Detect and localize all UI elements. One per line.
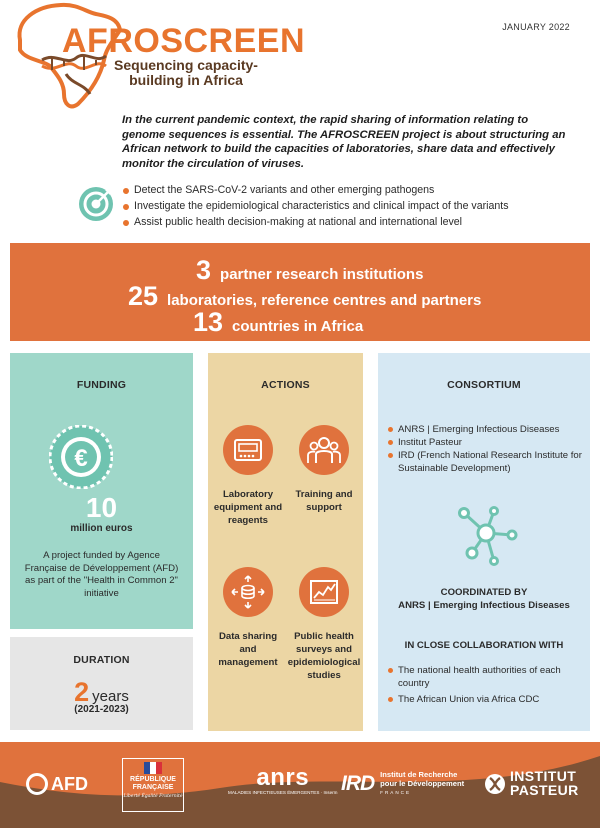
- action-label: Public health surveys and epidemiological studies: [287, 631, 361, 681]
- actions-panel: [208, 353, 363, 731]
- action-training: [286, 425, 362, 514]
- consortium-member: IRD (French National Research Institute for Sustainable Development): [388, 449, 584, 475]
- republique-title: RÉPUBLIQUE FRANÇAISE: [130, 776, 176, 791]
- duration-title: DURATION: [73, 654, 130, 666]
- stat-number: 3: [196, 255, 212, 285]
- action-label: Laboratory equipment and reagents: [213, 489, 283, 526]
- stat-number: 25: [128, 281, 159, 311]
- action-surveys: [286, 567, 362, 682]
- key-figures-band: [10, 243, 590, 341]
- funding-panel: [10, 353, 193, 629]
- duration-unit: years: [92, 688, 129, 705]
- publication-date: JANUARY 2022: [502, 22, 570, 32]
- collaborator-item: The African Union via Africa CDC: [388, 693, 584, 706]
- coordinated-by-title: COORDINATED BY: [440, 587, 528, 598]
- consortium-member: ANRS | Emerging Infectious Diseases: [388, 423, 584, 436]
- objective-item: Detect the SARS-CoV-2 variants and other emerging pathogens: [122, 182, 582, 198]
- french-flag-icon: [144, 762, 162, 774]
- duration-number: 2: [74, 677, 90, 707]
- stat-number: 13: [193, 307, 224, 337]
- consortium-members: [388, 423, 584, 475]
- consortium-panel: [378, 353, 590, 731]
- stat-countries: [193, 307, 363, 338]
- ird-country: FRANCE: [380, 790, 412, 795]
- pasteur-emblem-icon: [484, 773, 506, 795]
- ird-mark: IRD: [341, 771, 375, 795]
- republique-motto: Liberté Égalité Fraternité: [123, 794, 183, 799]
- people-group-icon: [299, 425, 349, 475]
- stat-label: partner research institutions: [220, 266, 424, 283]
- target-icon: [78, 186, 114, 222]
- collaborator-item: The national health authorities of each country: [388, 664, 584, 690]
- objective-item: Assist public health decision-making at national and international level: [122, 214, 582, 230]
- trend-chart-icon: [299, 567, 349, 617]
- header: [0, 0, 600, 112]
- intro-paragraph: In the current pandemic context, the rapid sharing of information relating to genome sequences is essential. The AFROSCREEN project is about structuring an African network to build the capacities of laboratories, share data and effectively monitor the circulation of viruses.: [122, 114, 566, 170]
- duration-panel: [10, 637, 193, 730]
- objectives-list: [122, 182, 582, 230]
- consortium-member: Institut Pasteur: [388, 436, 584, 449]
- collaboration-title: IN CLOSE COLLABORATION WITH: [404, 640, 564, 651]
- action-data-sharing: [210, 567, 286, 669]
- ird-name: Institut de Recherche pour le Développement: [380, 770, 465, 788]
- anrs-logo: [228, 766, 338, 796]
- partner-logos-footer: [0, 742, 600, 828]
- afd-logo: [26, 773, 88, 795]
- anrs-name: anrs: [256, 764, 310, 791]
- action-label: Training and support: [295, 489, 353, 513]
- brand-tagline: Sequencing capacity-building in Africa: [114, 57, 258, 88]
- republique-francaise-logo: [122, 758, 184, 812]
- action-lab-equipment: [210, 425, 286, 527]
- brand-title: AFROSCREEN: [62, 22, 306, 60]
- euro-coin-icon: [49, 425, 113, 489]
- funding-title: FUNDING: [76, 379, 127, 391]
- institut-pasteur-logo: [484, 770, 584, 797]
- ird-text: [380, 770, 464, 797]
- lab-equipment-icon: [223, 425, 273, 475]
- objective-item: Investigate the epidemiological characteristics and clinical impact of the variants: [122, 198, 582, 214]
- svg-text:€: €: [74, 445, 88, 472]
- afd-ring-icon: [26, 773, 48, 795]
- actions-title: ACTIONS: [261, 379, 310, 391]
- afd-name: AFD: [51, 773, 88, 794]
- coordinator-name: ANRS | Emerging Infectious Diseases: [398, 600, 570, 611]
- funding-description: A project funded by Agence Française de Développement (AFD) as part of the "Health in Common 2" initiative: [24, 550, 179, 599]
- stat-label: countries in Africa: [232, 318, 364, 335]
- network-nodes-icon: [456, 505, 518, 569]
- database-arrows-icon: [223, 567, 273, 617]
- stat-label: laboratories, reference centres and partners: [167, 292, 482, 309]
- funding-unit: million euros: [70, 523, 133, 534]
- duration-period: (2021-2023): [74, 704, 129, 715]
- ird-logo: [341, 770, 464, 797]
- collaborators-list: [388, 664, 584, 709]
- anrs-subtitle: MALADIES INFECTIEUSES ÉMERGENTES · Inserm: [228, 790, 338, 795]
- consortium-title: CONSORTIUM: [447, 379, 521, 391]
- pasteur-name: INSTITUT PASTEUR: [510, 768, 579, 798]
- funding-amount: 10: [85, 492, 118, 523]
- action-label: Data sharing and management: [218, 631, 278, 668]
